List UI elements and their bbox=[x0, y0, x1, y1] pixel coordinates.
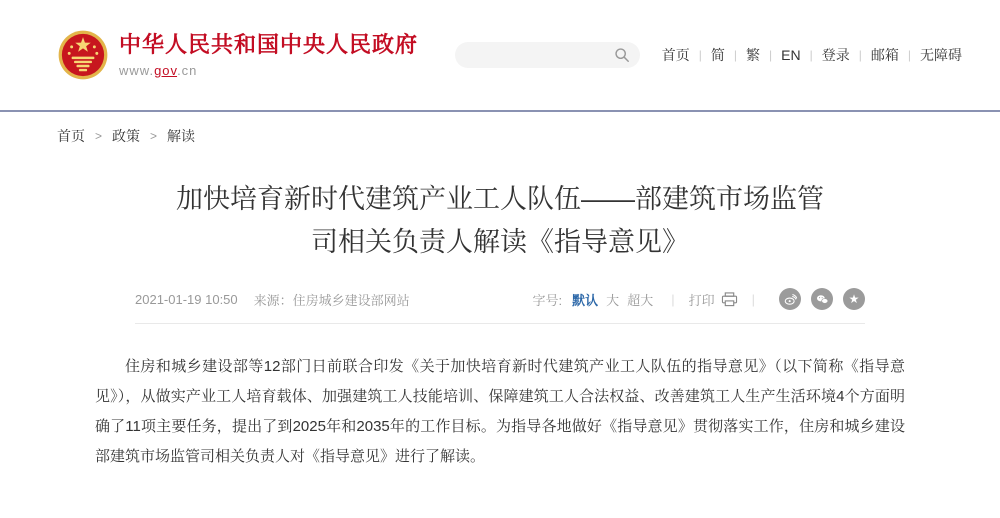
nav-separator: | bbox=[769, 48, 773, 62]
share-buttons bbox=[769, 288, 865, 310]
font-size-label: 字号: bbox=[532, 292, 563, 308]
article-paragraph: 住房和城乡建设部等12部门日前联合印发《关于加快培育新时代建筑产业工人队伍的指导意见》（以下简称《指导意见》），从做实产业工人培育载体、加强建筑工人技能培训、保障建筑工人合法权益、改善建筑工人生产生活环境4个方面明确了11项主要任务，提出了到2025年和2035年的工作目标。为指导各地做好《指导意见》贯彻落实工作，住房和城乡建设部建筑市场监管司相关负责人对《指导意见》进行了解读。 bbox=[95, 358, 905, 466]
meta-separator: | bbox=[671, 291, 675, 307]
article-container bbox=[95, 178, 905, 472]
font-size-large-button[interactable]: 大 bbox=[606, 292, 620, 308]
meta-separator: | bbox=[751, 291, 755, 307]
site-logo[interactable] bbox=[57, 29, 418, 81]
breadcrumb-policy[interactable]: 政策 bbox=[112, 128, 141, 144]
breadcrumb-interpretation[interactable]: 解读 bbox=[167, 128, 196, 144]
source-label: 来源： bbox=[253, 292, 293, 308]
nav-accessibility[interactable]: 无障碍 bbox=[920, 47, 962, 63]
font-size-default-button[interactable]: 默认 bbox=[572, 292, 599, 308]
wechat-share-icon[interactable] bbox=[811, 288, 833, 310]
nav-separator: | bbox=[733, 48, 738, 62]
site-url-cn: .cn bbox=[177, 62, 198, 78]
site-url-gov: gov bbox=[154, 62, 178, 78]
breadcrumb-separator: > bbox=[150, 129, 158, 143]
search-icon[interactable] bbox=[614, 47, 630, 63]
breadcrumb bbox=[0, 112, 1000, 146]
nav-separator: | bbox=[809, 48, 813, 62]
nav-separator: | bbox=[907, 48, 911, 62]
site-title: 中华人民共和国中央人民政府 bbox=[119, 32, 419, 58]
star-icon: ★ bbox=[848, 292, 860, 307]
site-url bbox=[119, 63, 418, 78]
nav-english[interactable]: EN bbox=[781, 47, 801, 63]
article-meta-right bbox=[533, 288, 865, 310]
font-size-xlarge-button[interactable]: 超大 bbox=[627, 292, 654, 308]
national-emblem-icon bbox=[57, 29, 109, 81]
site-url-www: www. bbox=[119, 62, 155, 78]
search-box[interactable] bbox=[455, 42, 640, 68]
favorite-share-icon[interactable] bbox=[843, 288, 865, 310]
nav-simplified[interactable]: 简 bbox=[710, 47, 725, 63]
site-header bbox=[0, 0, 1000, 112]
article-title bbox=[95, 178, 905, 264]
nav-traditional[interactable]: 繁 bbox=[746, 47, 761, 63]
publish-date: 2021-01-19 10:50 bbox=[135, 291, 238, 307]
nav-home[interactable]: 首页 bbox=[661, 47, 690, 63]
article-title-line2: 司相关负责人解读《指导意见》 bbox=[311, 227, 689, 258]
article-body bbox=[95, 352, 905, 472]
article-meta bbox=[135, 288, 865, 324]
top-navigation bbox=[662, 45, 962, 65]
search-input[interactable] bbox=[469, 48, 614, 63]
article-title-line1: 加快培育新时代建筑产业工人队伍——部建筑市场监管 bbox=[176, 184, 824, 214]
source-name[interactable]: 住房城乡建设部网站 bbox=[292, 292, 410, 308]
print-label: 打印 bbox=[688, 292, 715, 308]
print-button[interactable] bbox=[689, 290, 738, 309]
weibo-share-icon[interactable] bbox=[779, 288, 801, 310]
article-meta-left bbox=[135, 290, 410, 309]
nav-separator: | bbox=[698, 48, 702, 62]
nav-mail[interactable]: 邮箱 bbox=[870, 47, 899, 63]
site-identity bbox=[119, 32, 418, 77]
nav-separator: | bbox=[858, 48, 862, 62]
nav-login[interactable]: 登录 bbox=[821, 47, 850, 63]
printer-icon bbox=[721, 292, 738, 307]
breadcrumb-separator: > bbox=[95, 129, 103, 143]
breadcrumb-home[interactable]: 首页 bbox=[57, 128, 85, 144]
